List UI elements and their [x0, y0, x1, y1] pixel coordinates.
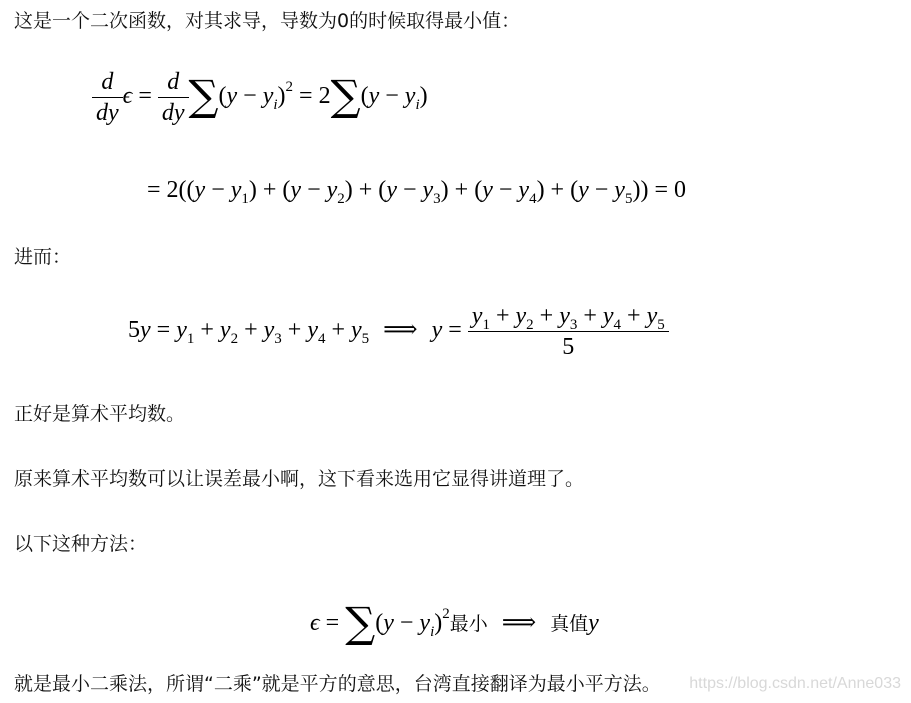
fraction-mean: $\frac{y_1 + y_2 + y_3 + y_4 + y_5}{5}$ — [468, 304, 669, 359]
label-true-value: 真值 — [550, 613, 589, 635]
formula-expanded-sum: = $2((y - y_1) + (y - y_2) + (y - y_3) + (y - y_4) + (y - y_5)) = 0$ — [147, 177, 686, 207]
paragraph-derivative-intro: 这是一个二次函数，对其求导，导数为0的时候取得最小值： — [14, 10, 521, 32]
paragraph-least-squares-explained: 就是最小二乘法，所谓“二乘”就是平方的意思，台湾直接翻译为最小平方法。 — [14, 673, 661, 695]
watermark: https://blog.csdn.net/Anne033 — [689, 675, 901, 692]
paragraph-method-intro: 以下这种方法： — [14, 533, 148, 555]
paragraph-arithmetic-mean: 正好是算术平均数。 — [14, 403, 186, 425]
paragraph-minimize-error: 原来算术平均数可以让误差最小啊，这下看来选用它显得讲道理了。 — [14, 468, 585, 490]
formula-mean: $5y = y_1 + y_2 + y_3 + y_4 + y_5$ ⟹ y = $\frac{y_1 + y_2 + y_3 + y_4 + y_5}{5}$ — [128, 304, 669, 359]
fraction-d-dy: $\frac{d}{dy}$ — [158, 70, 189, 125]
label-min: 最小 — [449, 613, 488, 635]
formula-least-squares: $\epsilon = \sum(y - y_i)^2$最小 ⟹ 真值y — [310, 598, 599, 647]
fraction-d-dy: $\frac{d}{dy}$ — [92, 70, 123, 125]
paragraph-therefore: 进而： — [14, 246, 72, 268]
formula-derivative: $\frac{d}{dy}$ ϵ = $\frac{d}{dy}$ $\sum(y - y_i)^2 = 2\sum(y - y_i)$ — [92, 68, 428, 125]
